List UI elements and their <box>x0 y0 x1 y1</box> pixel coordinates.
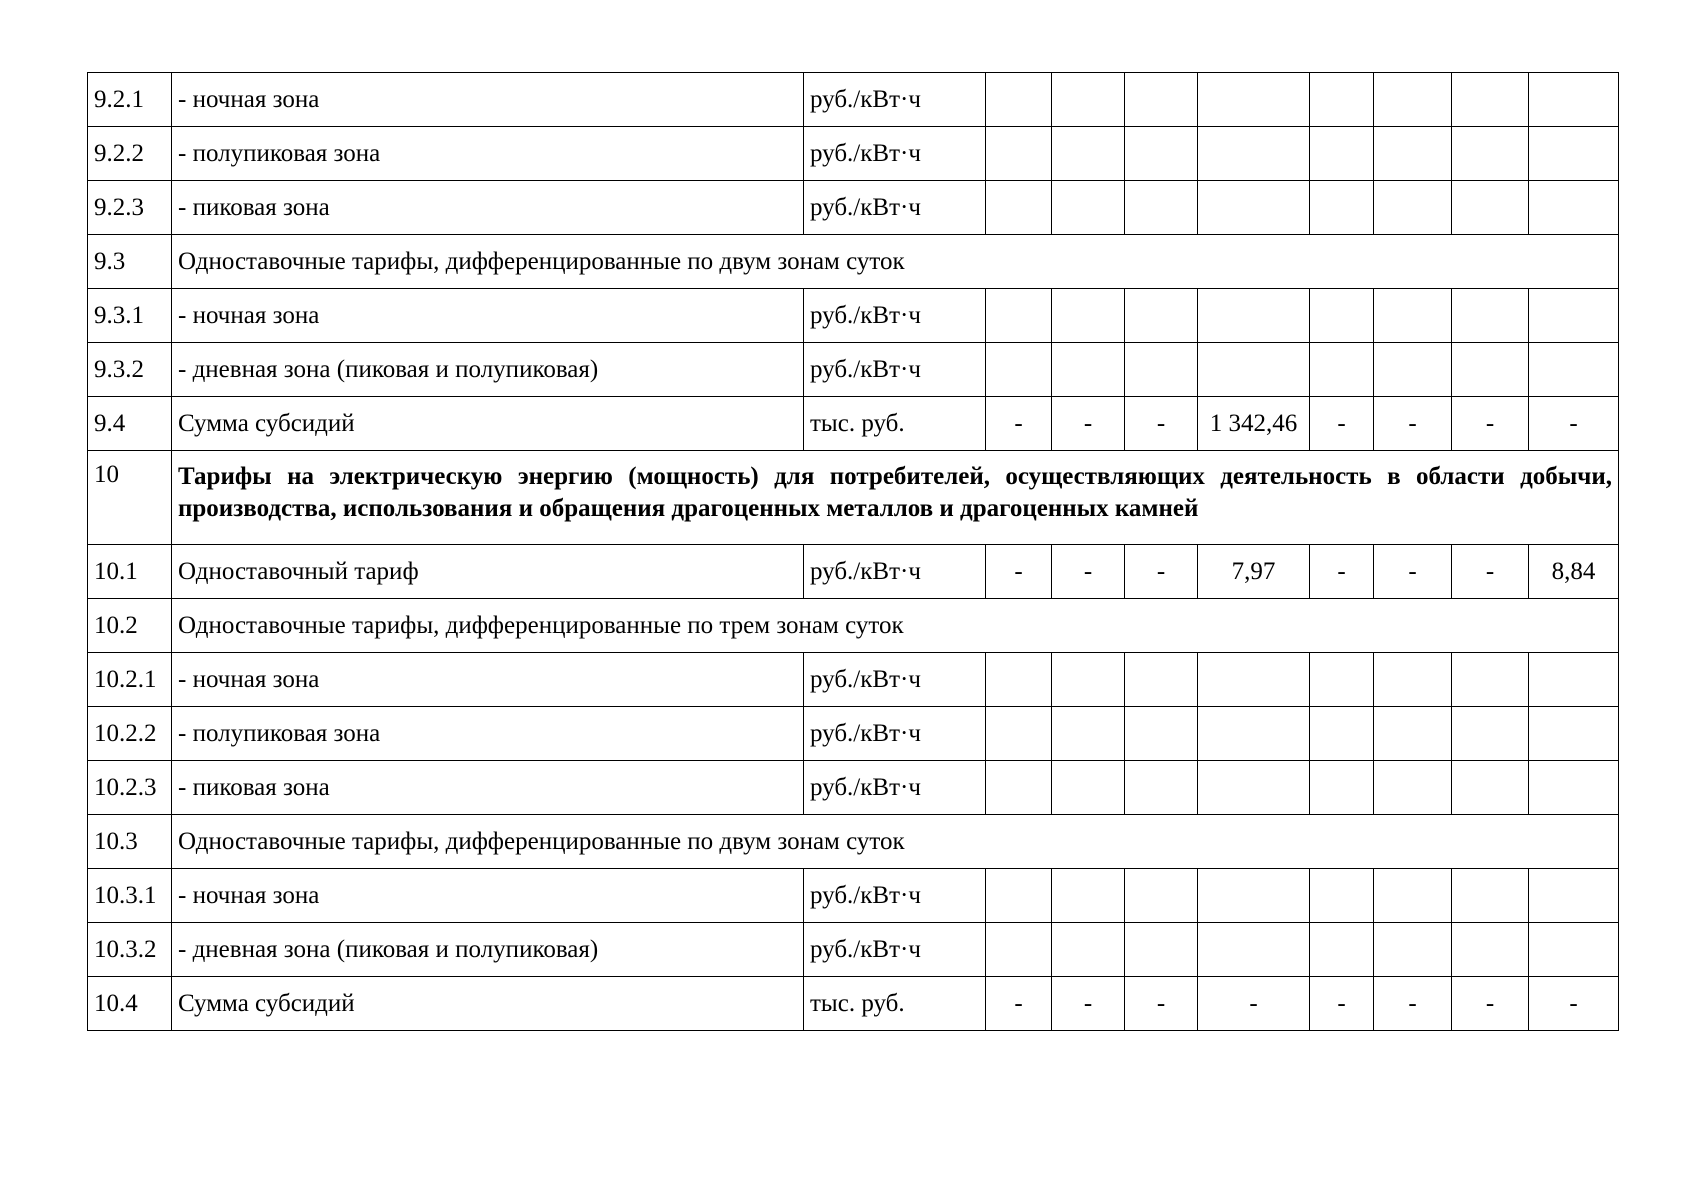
value-cell <box>1452 761 1529 815</box>
value-cell <box>1198 127 1310 181</box>
value-cell <box>1310 653 1374 707</box>
table-row <box>88 545 1619 599</box>
value-cell <box>1374 869 1452 923</box>
row-name: - пиковая зона <box>172 181 804 235</box>
row-unit: руб./кВт·ч <box>804 923 986 977</box>
value-cell: - <box>1310 397 1374 451</box>
value-cell: 1 342,46 <box>1198 397 1310 451</box>
row-number: 10.3.1 <box>88 869 172 923</box>
row-number: 9.3 <box>88 235 172 289</box>
value-cell <box>1125 761 1198 815</box>
value-cell <box>1452 127 1529 181</box>
row-name: - ночная зона <box>172 653 804 707</box>
value-cell <box>1529 653 1619 707</box>
value-cell <box>1125 289 1198 343</box>
value-cell: - <box>1125 977 1198 1031</box>
value-cell: - <box>986 545 1052 599</box>
row-unit: руб./кВт·ч <box>804 343 986 397</box>
row-unit: тыс. руб. <box>804 977 986 1031</box>
value-cell <box>1310 181 1374 235</box>
row-number: 9.4 <box>88 397 172 451</box>
value-cell <box>1374 289 1452 343</box>
value-cell: - <box>1052 977 1125 1031</box>
value-cell <box>1125 707 1198 761</box>
row-number: 10.2 <box>88 599 172 653</box>
value-cell <box>986 181 1052 235</box>
row-name: - ночная зона <box>172 289 804 343</box>
row-number: 10.2.1 <box>88 653 172 707</box>
value-cell: - <box>1374 977 1452 1031</box>
row-unit: руб./кВт·ч <box>804 545 986 599</box>
value-cell <box>1198 923 1310 977</box>
value-cell <box>1052 127 1125 181</box>
value-cell <box>1374 73 1452 127</box>
row-name: Одноставочный тариф <box>172 545 804 599</box>
value-cell: - <box>1529 977 1619 1031</box>
value-cell <box>986 923 1052 977</box>
row-number: 10.2.3 <box>88 761 172 815</box>
row-number: 9.2.3 <box>88 181 172 235</box>
value-cell <box>1198 869 1310 923</box>
row-number: 10.3 <box>88 815 172 869</box>
value-cell <box>1198 73 1310 127</box>
value-cell <box>1198 761 1310 815</box>
value-cell: - <box>1125 397 1198 451</box>
row-name: - ночная зона <box>172 869 804 923</box>
value-cell: - <box>1452 545 1529 599</box>
value-cell <box>1052 181 1125 235</box>
row-name: - полупиковая зона <box>172 707 804 761</box>
value-cell <box>1374 181 1452 235</box>
row-unit: руб./кВт·ч <box>804 181 986 235</box>
row-unit: тыс. руб. <box>804 397 986 451</box>
subsection-row <box>88 235 1619 289</box>
table-row <box>88 289 1619 343</box>
value-cell <box>1374 707 1452 761</box>
value-cell <box>1452 73 1529 127</box>
value-cell <box>1452 343 1529 397</box>
value-cell <box>986 869 1052 923</box>
value-cell <box>1125 923 1198 977</box>
row-number: 9.2.2 <box>88 127 172 181</box>
table-row <box>88 653 1619 707</box>
row-name: Сумма субсидий <box>172 397 804 451</box>
value-cell <box>1529 73 1619 127</box>
value-cell <box>1310 761 1374 815</box>
value-cell <box>1529 127 1619 181</box>
value-cell <box>1310 127 1374 181</box>
value-cell <box>1125 653 1198 707</box>
row-unit: руб./кВт·ч <box>804 653 986 707</box>
row-unit: руб./кВт·ч <box>804 73 986 127</box>
row-number: 9.2.1 <box>88 73 172 127</box>
row-name: Сумма субсидий <box>172 977 804 1031</box>
row-number: 10.4 <box>88 977 172 1031</box>
value-cell: - <box>1310 977 1374 1031</box>
value-cell <box>986 73 1052 127</box>
value-cell <box>1310 289 1374 343</box>
value-cell <box>1198 707 1310 761</box>
table-row <box>88 923 1619 977</box>
value-cell: 8,84 <box>1529 545 1619 599</box>
table-row <box>88 869 1619 923</box>
value-cell <box>1198 181 1310 235</box>
row-unit: руб./кВт·ч <box>804 289 986 343</box>
row-name: - пиковая зона <box>172 761 804 815</box>
value-cell: - <box>986 977 1052 1031</box>
value-cell <box>1529 181 1619 235</box>
value-cell <box>1452 869 1529 923</box>
value-cell: - <box>1374 545 1452 599</box>
table-row <box>88 343 1619 397</box>
value-cell <box>986 289 1052 343</box>
value-cell <box>1529 923 1619 977</box>
value-cell <box>1529 869 1619 923</box>
value-cell: - <box>1052 397 1125 451</box>
value-cell <box>1310 923 1374 977</box>
value-cell: - <box>1310 545 1374 599</box>
table-row <box>88 73 1619 127</box>
value-cell: - <box>1529 397 1619 451</box>
value-cell: - <box>1452 397 1529 451</box>
subsection-title: Одноставочные тарифы, дифференцированные по двум зонам суток <box>172 815 1619 869</box>
value-cell <box>1529 343 1619 397</box>
section-title: Тарифы на электрическую энергию (мощность) для потребителей, осуществляющих деятельность в области добычи, производства, использования и обращения драгоценных металлов и драгоценных камней <box>172 451 1619 545</box>
value-cell: - <box>986 397 1052 451</box>
value-cell <box>1052 343 1125 397</box>
value-cell <box>1125 343 1198 397</box>
subsection-title: Одноставочные тарифы, дифференцированные по двум зонам суток <box>172 235 1619 289</box>
value-cell <box>1374 127 1452 181</box>
tariff-table <box>87 72 1619 1031</box>
table-row <box>88 761 1619 815</box>
value-cell: - <box>1374 397 1452 451</box>
value-cell <box>1374 653 1452 707</box>
value-cell <box>986 343 1052 397</box>
table-row <box>88 707 1619 761</box>
value-cell <box>1374 923 1452 977</box>
value-cell <box>986 707 1052 761</box>
subsection-row <box>88 815 1619 869</box>
value-cell <box>1052 707 1125 761</box>
value-cell <box>1310 869 1374 923</box>
value-cell <box>1052 923 1125 977</box>
value-cell <box>986 653 1052 707</box>
row-unit: руб./кВт·ч <box>804 707 986 761</box>
value-cell <box>1198 343 1310 397</box>
row-number: 10.1 <box>88 545 172 599</box>
value-cell: - <box>1452 977 1529 1031</box>
row-unit: руб./кВт·ч <box>804 761 986 815</box>
value-cell <box>1198 653 1310 707</box>
value-cell <box>986 127 1052 181</box>
value-cell: - <box>1198 977 1310 1031</box>
value-cell <box>1052 653 1125 707</box>
subsection-title: Одноставочные тарифы, дифференцированные по трем зонам суток <box>172 599 1619 653</box>
value-cell <box>986 761 1052 815</box>
row-name: - дневная зона (пиковая и полупиковая) <box>172 343 804 397</box>
value-cell <box>1198 289 1310 343</box>
value-cell <box>1125 73 1198 127</box>
value-cell <box>1529 761 1619 815</box>
value-cell <box>1452 181 1529 235</box>
section-header-row <box>88 451 1619 545</box>
value-cell: - <box>1125 545 1198 599</box>
value-cell: - <box>1052 545 1125 599</box>
value-cell <box>1052 289 1125 343</box>
row-name: - дневная зона (пиковая и полупиковая) <box>172 923 804 977</box>
row-number: 9.3.2 <box>88 343 172 397</box>
value-cell <box>1310 73 1374 127</box>
table-row <box>88 977 1619 1031</box>
table-row <box>88 127 1619 181</box>
value-cell <box>1125 181 1198 235</box>
value-cell <box>1452 653 1529 707</box>
row-number: 10 <box>88 451 172 545</box>
value-cell <box>1374 761 1452 815</box>
value-cell <box>1529 289 1619 343</box>
table-row <box>88 397 1619 451</box>
row-name: - ночная зона <box>172 73 804 127</box>
row-unit: руб./кВт·ч <box>804 869 986 923</box>
row-unit: руб./кВт·ч <box>804 127 986 181</box>
row-number: 9.3.1 <box>88 289 172 343</box>
value-cell <box>1452 923 1529 977</box>
value-cell <box>1452 289 1529 343</box>
row-number: 10.3.2 <box>88 923 172 977</box>
tariff-table-body <box>88 73 1619 1031</box>
value-cell <box>1125 869 1198 923</box>
value-cell <box>1374 343 1452 397</box>
value-cell <box>1052 869 1125 923</box>
value-cell <box>1052 761 1125 815</box>
subsection-row <box>88 599 1619 653</box>
value-cell <box>1052 73 1125 127</box>
row-number: 10.2.2 <box>88 707 172 761</box>
value-cell <box>1452 707 1529 761</box>
value-cell: 7,97 <box>1198 545 1310 599</box>
row-name: - полупиковая зона <box>172 127 804 181</box>
value-cell <box>1125 127 1198 181</box>
value-cell <box>1310 707 1374 761</box>
value-cell <box>1310 343 1374 397</box>
value-cell <box>1529 707 1619 761</box>
table-row <box>88 181 1619 235</box>
